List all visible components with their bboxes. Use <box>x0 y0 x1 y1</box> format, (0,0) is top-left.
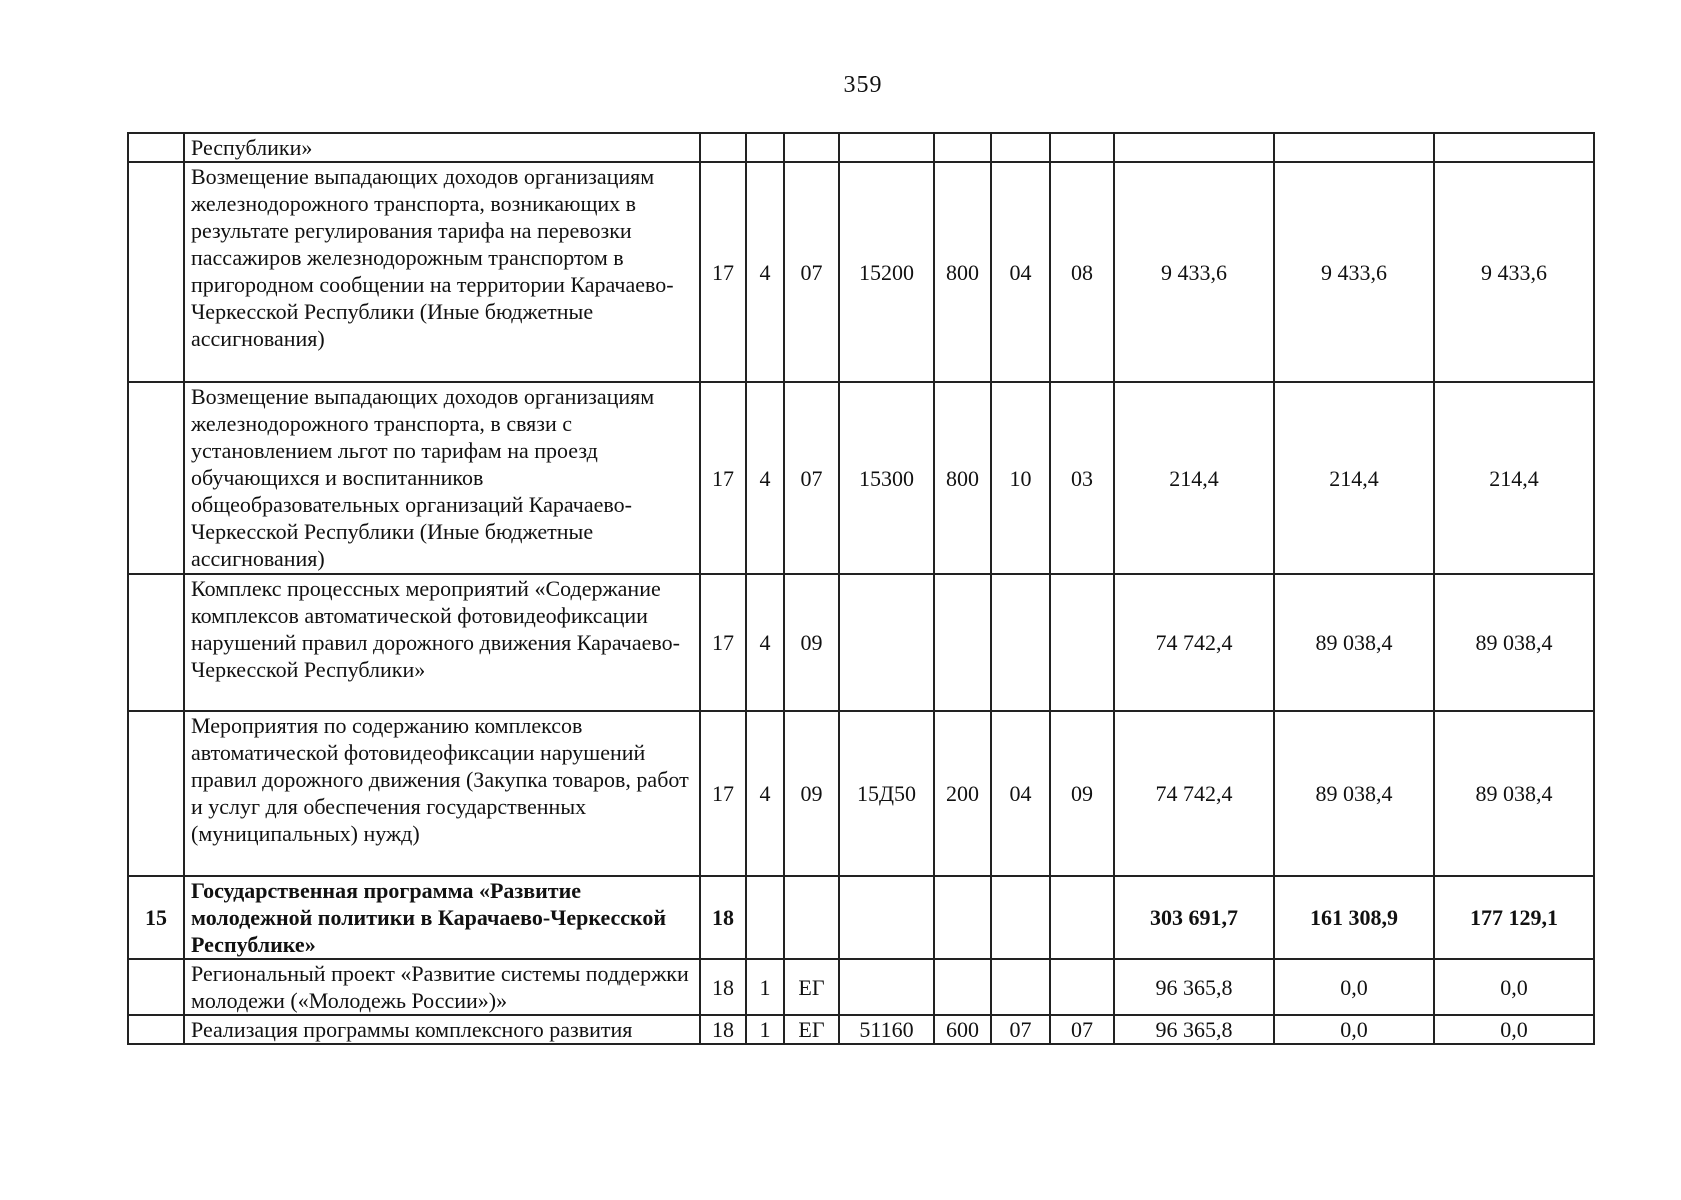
row-name: Мероприятия по содержанию комплексов автоматической фотовидеофиксации нарушений правил дорожного движения (Закупка товаров, работ и услуг для обеспечения государственных (муниципальных) нужд) <box>184 711 700 876</box>
code-expense-type <box>934 959 991 1015</box>
code-subsection <box>1050 574 1114 711</box>
amount-year-2: 0,0 <box>1274 1015 1434 1044</box>
table-row <box>128 711 1594 876</box>
row-name: Комплекс процессных мероприятий «Содержание комплексов автоматической фотовидеофиксации нарушений правил дорожного движения Карачаево-Черкесской Республики» <box>184 574 700 711</box>
code-subsection: 08 <box>1050 162 1114 382</box>
amount-year-1: 96 365,8 <box>1114 959 1274 1015</box>
code-direction <box>839 133 934 162</box>
amount-year-3: 89 038,4 <box>1434 711 1594 876</box>
code-subprogram: ЕГ <box>784 959 839 1015</box>
code-subprogram: 07 <box>784 382 839 574</box>
code-direction: 15200 <box>839 162 934 382</box>
table-row <box>128 162 1594 382</box>
code-subsection <box>1050 133 1114 162</box>
code-subprogram: 09 <box>784 711 839 876</box>
amount-year-2: 89 038,4 <box>1274 574 1434 711</box>
table-row <box>128 382 1594 574</box>
row-number <box>128 711 184 876</box>
code-expense-type: 800 <box>934 382 991 574</box>
code-section: 10 <box>991 382 1050 574</box>
amount-year-3: 9 433,6 <box>1434 162 1594 382</box>
code-program-type <box>746 133 784 162</box>
code-section <box>991 959 1050 1015</box>
code-expense-type: 600 <box>934 1015 991 1044</box>
table-row <box>128 1015 1594 1044</box>
amount-year-3: 0,0 <box>1434 959 1594 1015</box>
amount-year-1: 9 433,6 <box>1114 162 1274 382</box>
code-subprogram: ЕГ <box>784 1015 839 1044</box>
amount-year-2: 89 038,4 <box>1274 711 1434 876</box>
amount-year-1: 303 691,7 <box>1114 876 1274 959</box>
code-ministry: 17 <box>700 574 746 711</box>
row-name: Республики» <box>184 133 700 162</box>
code-expense-type <box>934 133 991 162</box>
code-subsection: 07 <box>1050 1015 1114 1044</box>
amount-year-3 <box>1434 133 1594 162</box>
amount-year-2 <box>1274 133 1434 162</box>
code-program-type: 1 <box>746 959 784 1015</box>
code-program-type <box>746 876 784 959</box>
code-subsection <box>1050 876 1114 959</box>
budget-table <box>127 132 1595 1045</box>
row-number <box>128 162 184 382</box>
code-direction: 15300 <box>839 382 934 574</box>
code-program-type: 1 <box>746 1015 784 1044</box>
code-ministry: 18 <box>700 876 746 959</box>
table-row-program-header <box>128 876 1594 959</box>
amount-year-3: 177 129,1 <box>1434 876 1594 959</box>
code-program-type: 4 <box>746 382 784 574</box>
amount-year-1: 74 742,4 <box>1114 574 1274 711</box>
code-expense-type: 800 <box>934 162 991 382</box>
row-number <box>128 959 184 1015</box>
code-direction <box>839 876 934 959</box>
code-expense-type: 200 <box>934 711 991 876</box>
code-subprogram <box>784 133 839 162</box>
amount-year-2: 161 308,9 <box>1274 876 1434 959</box>
code-subsection <box>1050 959 1114 1015</box>
code-expense-type <box>934 876 991 959</box>
code-direction: 15Д50 <box>839 711 934 876</box>
row-number <box>128 1015 184 1044</box>
code-direction <box>839 959 934 1015</box>
code-subsection: 03 <box>1050 382 1114 574</box>
code-ministry: 17 <box>700 711 746 876</box>
code-section: 04 <box>991 711 1050 876</box>
code-subsection: 09 <box>1050 711 1114 876</box>
row-name: Реализация программы комплексного развития <box>184 1015 700 1044</box>
code-program-type: 4 <box>746 162 784 382</box>
code-section <box>991 876 1050 959</box>
code-expense-type <box>934 574 991 711</box>
table-row <box>128 133 1594 162</box>
table-row <box>128 959 1594 1015</box>
amount-year-2: 0,0 <box>1274 959 1434 1015</box>
row-name: Возмещение выпадающих доходов организациям железнодорожного транспорта, возникающих в результате регулирования тарифа на перевозки пассажиров железнодорожным транспортом в пригородном сообщении на территории Карачаево-Черкесской Республики (Иные бюджетные ассигнования) <box>184 162 700 382</box>
row-number <box>128 382 184 574</box>
amount-year-2: 214,4 <box>1274 382 1434 574</box>
code-section: 07 <box>991 1015 1050 1044</box>
code-section: 04 <box>991 162 1050 382</box>
code-section <box>991 574 1050 711</box>
code-program-type: 4 <box>746 711 784 876</box>
code-subprogram: 07 <box>784 162 839 382</box>
amount-year-1: 74 742,4 <box>1114 711 1274 876</box>
amount-year-2: 9 433,6 <box>1274 162 1434 382</box>
amount-year-1 <box>1114 133 1274 162</box>
row-number <box>128 574 184 711</box>
amount-year-1: 96 365,8 <box>1114 1015 1274 1044</box>
row-name: Государственная программа «Развитие молодежной политики в Карачаево-Черкесской Республике» <box>184 876 700 959</box>
code-ministry: 17 <box>700 382 746 574</box>
code-section <box>991 133 1050 162</box>
code-program-type: 4 <box>746 574 784 711</box>
code-ministry: 17 <box>700 162 746 382</box>
row-name: Возмещение выпадающих доходов организациям железнодорожного транспорта, в связи с установлением льгот по тарифам на проезд обучающихся и воспитанников общеобразовательных организаций Карачаево-Черкесской Республики (Иные бюджетные ассигнования) <box>184 382 700 574</box>
amount-year-1: 214,4 <box>1114 382 1274 574</box>
code-subprogram: 09 <box>784 574 839 711</box>
table-row <box>128 574 1594 711</box>
code-ministry: 18 <box>700 959 746 1015</box>
code-ministry: 18 <box>700 1015 746 1044</box>
amount-year-3: 89 038,4 <box>1434 574 1594 711</box>
code-direction: 51160 <box>839 1015 934 1044</box>
amount-year-3: 214,4 <box>1434 382 1594 574</box>
row-number: 15 <box>128 876 184 959</box>
code-direction <box>839 574 934 711</box>
page-number: 359 <box>843 72 883 98</box>
row-number <box>128 133 184 162</box>
code-ministry <box>700 133 746 162</box>
code-subprogram <box>784 876 839 959</box>
amount-year-3: 0,0 <box>1434 1015 1594 1044</box>
row-name: Региональный проект «Развитие системы поддержки молодежи («Молодежь России»)» <box>184 959 700 1015</box>
